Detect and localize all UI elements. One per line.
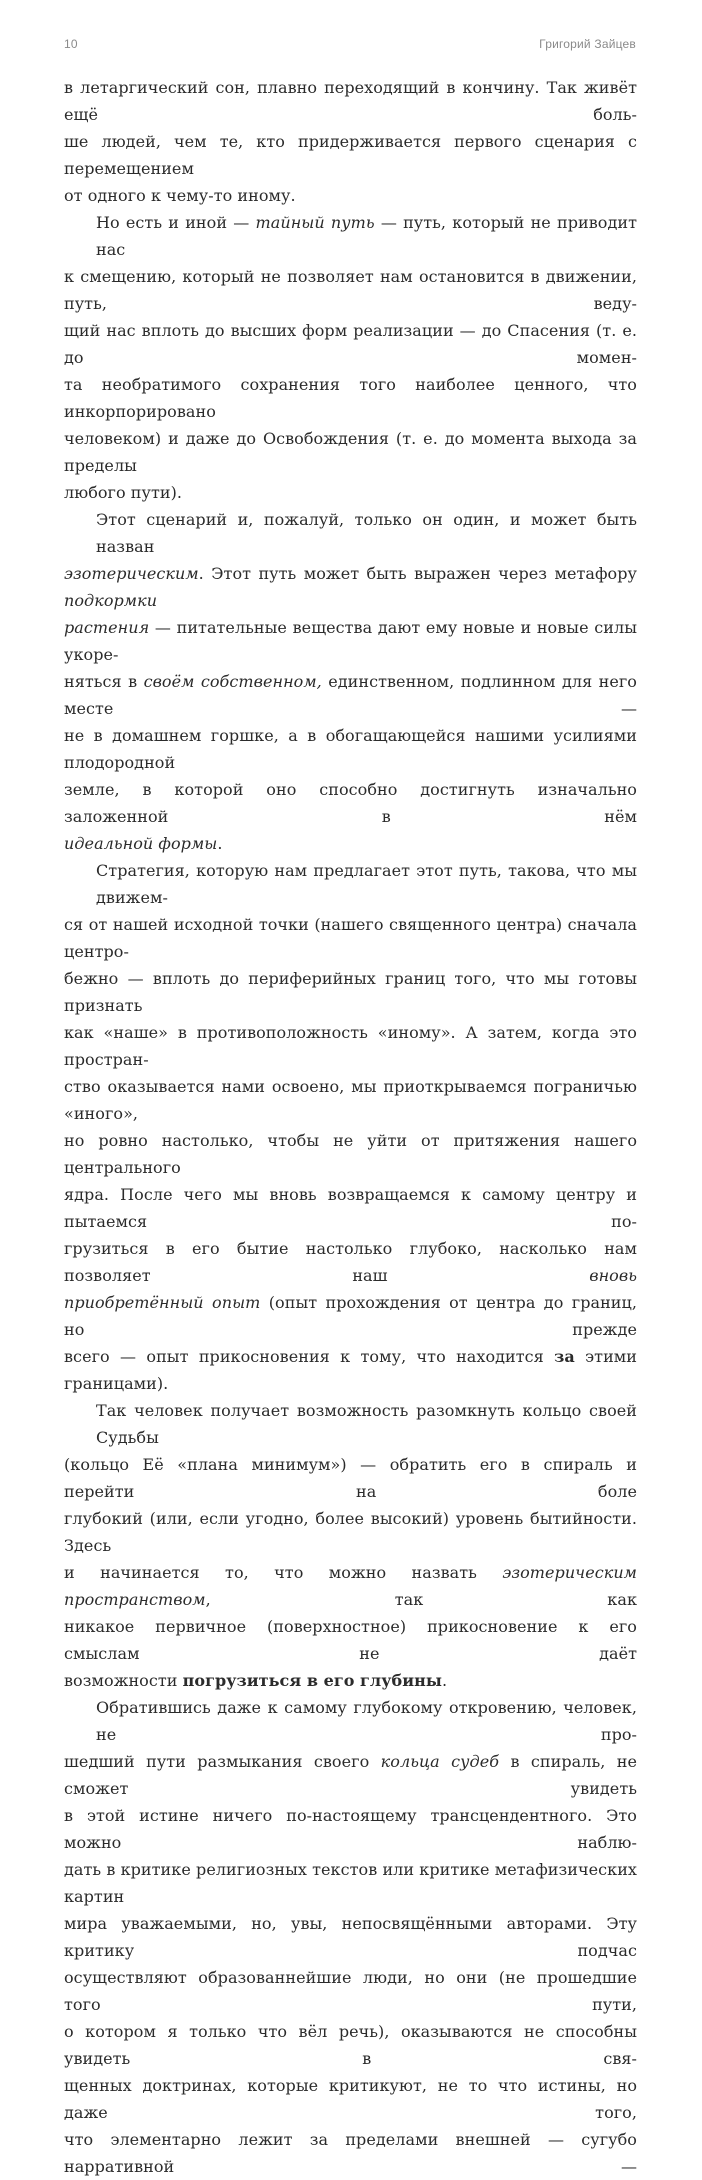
page-number: 10 bbox=[64, 37, 78, 51]
text-run: Но есть и иной — bbox=[96, 213, 256, 232]
text-line bbox=[64, 1019, 637, 1073]
text-run: единственном, подлинном для него месте — bbox=[64, 672, 637, 718]
text-run: от одного к чему-то иному. bbox=[64, 186, 296, 205]
text-line bbox=[64, 182, 637, 209]
italic-text: подкормки bbox=[64, 591, 158, 610]
text-line bbox=[64, 776, 637, 830]
text-run: щий нас вплоть до высших форм реализации — до Спасения (т. е. до момен- bbox=[64, 321, 637, 367]
body-text bbox=[64, 74, 637, 2180]
text-run: дать в критике религиозных текстов или критике метафизических картин bbox=[64, 1860, 637, 1906]
text-run: Этот сценарий и, пожалуй, только он один, и может быть назван bbox=[96, 510, 637, 556]
text-run: осуществляют образованнейшие люди, но они (не прошедшие того пути, bbox=[64, 1968, 637, 2014]
text-line bbox=[64, 506, 637, 560]
italic-text: идеальной формы bbox=[64, 834, 218, 853]
text-line bbox=[64, 1613, 637, 1667]
text-run: бежно — вплоть до периферийных границ того, что мы готовы признать bbox=[64, 969, 637, 1015]
text-run: никакое первичное (поверхностное) прикосновение к его смыслам не даёт bbox=[64, 1617, 637, 1663]
paragraph bbox=[64, 506, 637, 857]
text-run: всего — опыт прикосновения к тому, что находится bbox=[64, 1347, 555, 1366]
text-run: земле, в которой оно способно достигнуть изначально заложенной в нём bbox=[64, 780, 637, 826]
text-line bbox=[64, 209, 637, 263]
paragraph bbox=[64, 209, 637, 506]
text-run: Так человек получает возможность разомкнуть кольцо своей Судьбы bbox=[96, 1401, 637, 1447]
text-line bbox=[64, 830, 637, 857]
text-line bbox=[64, 128, 637, 182]
text-run: в спираль, не сможет увидеть bbox=[64, 1752, 637, 1798]
text-line bbox=[64, 1505, 637, 1559]
text-run: ядра. После чего мы вновь возвращаемся к самому центру и пытаемся по- bbox=[64, 1185, 637, 1231]
text-run: та необратимого сохранения того наиболее ценного, что инкорпорировано bbox=[64, 375, 637, 421]
italic-text: кольца судеб bbox=[380, 1752, 500, 1771]
text-line bbox=[64, 1694, 637, 1748]
text-line bbox=[64, 2018, 637, 2072]
text-line bbox=[64, 1451, 637, 1505]
text-run: этими границами). bbox=[64, 1347, 637, 1393]
text-run: человеком) и даже до Освобождения (т. е. до момента выхода за пределы bbox=[64, 429, 637, 475]
text-line bbox=[64, 857, 637, 911]
text-run: и начинается то, что можно назвать bbox=[64, 1563, 503, 1582]
paragraph bbox=[64, 857, 637, 1397]
text-run: . bbox=[217, 834, 223, 853]
text-run: — питательные вещества дают ему новые и новые силы укоре- bbox=[64, 618, 637, 664]
text-line bbox=[64, 479, 637, 506]
text-line bbox=[64, 1073, 637, 1127]
text-line bbox=[64, 74, 637, 128]
text-line bbox=[64, 263, 637, 317]
text-run: не в домашнем горшке, а в обогащающейся нашими усилиями плодородной bbox=[64, 726, 637, 772]
text-line bbox=[64, 965, 637, 1019]
running-title: Григорий Зайцев bbox=[539, 37, 636, 51]
text-line bbox=[64, 1289, 637, 1343]
text-run: к смещению, который не позволяет нам остановится в движении, путь, веду- bbox=[64, 267, 637, 313]
text-line bbox=[64, 722, 637, 776]
text-run: возможности bbox=[64, 1671, 183, 1690]
text-line bbox=[64, 2072, 637, 2126]
text-line bbox=[64, 1559, 637, 1613]
text-line bbox=[64, 317, 637, 371]
text-run: как «наше» в противоположность «иному». А затем, когда это простран- bbox=[64, 1023, 637, 1069]
text-run: в летаргический сон, плавно переходящий в кончину. Так живёт ещё боль- bbox=[64, 78, 637, 124]
text-run: , так как bbox=[205, 1590, 637, 1609]
italic-text: тайный путь bbox=[255, 213, 375, 232]
text-line bbox=[64, 371, 637, 425]
text-line bbox=[64, 1802, 637, 1856]
bold-text: за bbox=[554, 1347, 575, 1366]
bold-text: погрузиться в его глубины bbox=[182, 1671, 443, 1690]
text-run: о котором я только что вёл речь), оказываются не способны увидеть в свя- bbox=[64, 2022, 637, 2068]
italic-text: эзотерическим bbox=[64, 564, 199, 583]
text-line bbox=[64, 1667, 637, 1694]
text-run: . Этот путь может быть выражен через метафору bbox=[198, 564, 637, 583]
italic-text: приобретённый опыт bbox=[64, 1293, 261, 1312]
text-line bbox=[64, 668, 637, 722]
text-run: (опыт прохождения от центра до границ, но прежде bbox=[64, 1293, 637, 1339]
text-run: но ровно настолько, чтобы не уйти от притяжения нашего центрального bbox=[64, 1131, 637, 1177]
paragraph bbox=[64, 74, 637, 209]
text-run: грузиться в его бытие настолько глубоко, насколько нам позволяет наш bbox=[64, 1239, 637, 1285]
text-line bbox=[64, 560, 637, 614]
text-run: любого пути). bbox=[64, 483, 183, 502]
paragraph bbox=[64, 1397, 637, 1694]
text-line bbox=[64, 2126, 637, 2180]
text-line bbox=[64, 1748, 637, 1802]
text-run: ся от нашей исходной точки (нашего священного центра) сначала центро- bbox=[64, 915, 637, 961]
text-line bbox=[64, 1964, 637, 2018]
text-line bbox=[64, 425, 637, 479]
text-line bbox=[64, 1397, 637, 1451]
text-run: Обратившись даже к самому глубокому откровению, человек, не про- bbox=[96, 1698, 637, 1744]
text-line bbox=[64, 1127, 637, 1181]
paragraph bbox=[64, 1694, 637, 2180]
text-line bbox=[64, 1343, 637, 1397]
italic-text: вновь bbox=[589, 1266, 637, 1285]
text-run: шедший пути размыкания своего bbox=[64, 1752, 381, 1771]
text-line bbox=[64, 614, 637, 668]
text-run: — путь, который не приводит нас bbox=[96, 213, 638, 259]
text-run: щенных доктринах, которые критикуют, не то что истины, но даже того, bbox=[64, 2076, 637, 2122]
text-run: ство оказывается нами освоено, мы приоткрываемся пограничью «иного», bbox=[64, 1077, 637, 1123]
text-run: няться в bbox=[64, 672, 144, 691]
page-header bbox=[64, 37, 636, 51]
italic-text: эзотерическим пространством bbox=[64, 1563, 637, 1609]
text-run: ше людей, чем те, кто придерживается первого сценария с перемещением bbox=[64, 132, 637, 178]
text-run: . bbox=[442, 1671, 448, 1690]
text-run: мира уважаемыми, но, увы, непосвящёнными авторами. Эту критику подчас bbox=[64, 1914, 637, 1960]
text-run: в этой истине ничего по-настоящему трансцендентного. Это можно наблю- bbox=[64, 1806, 637, 1852]
text-line bbox=[64, 1856, 637, 1910]
text-run: глубокий (или, если угодно, более высокий) уровень бытийности. Здесь bbox=[64, 1509, 637, 1555]
text-line bbox=[64, 1910, 637, 1964]
text-run: что элементарно лежит за пределами внешней — сугубо нарративной — bbox=[64, 2130, 637, 2176]
italic-text: растения bbox=[64, 618, 150, 637]
text-line bbox=[64, 911, 637, 965]
text-line bbox=[64, 1181, 637, 1235]
text-line bbox=[64, 1235, 637, 1289]
text-run: Стратегия, которую нам предлагает этот путь, такова, что мы движем- bbox=[96, 861, 637, 907]
text-run: (кольцо Её «плана минимум») — обратить его в спираль и перейти на боле bbox=[64, 1455, 637, 1501]
italic-text: своём собственном, bbox=[143, 672, 322, 691]
